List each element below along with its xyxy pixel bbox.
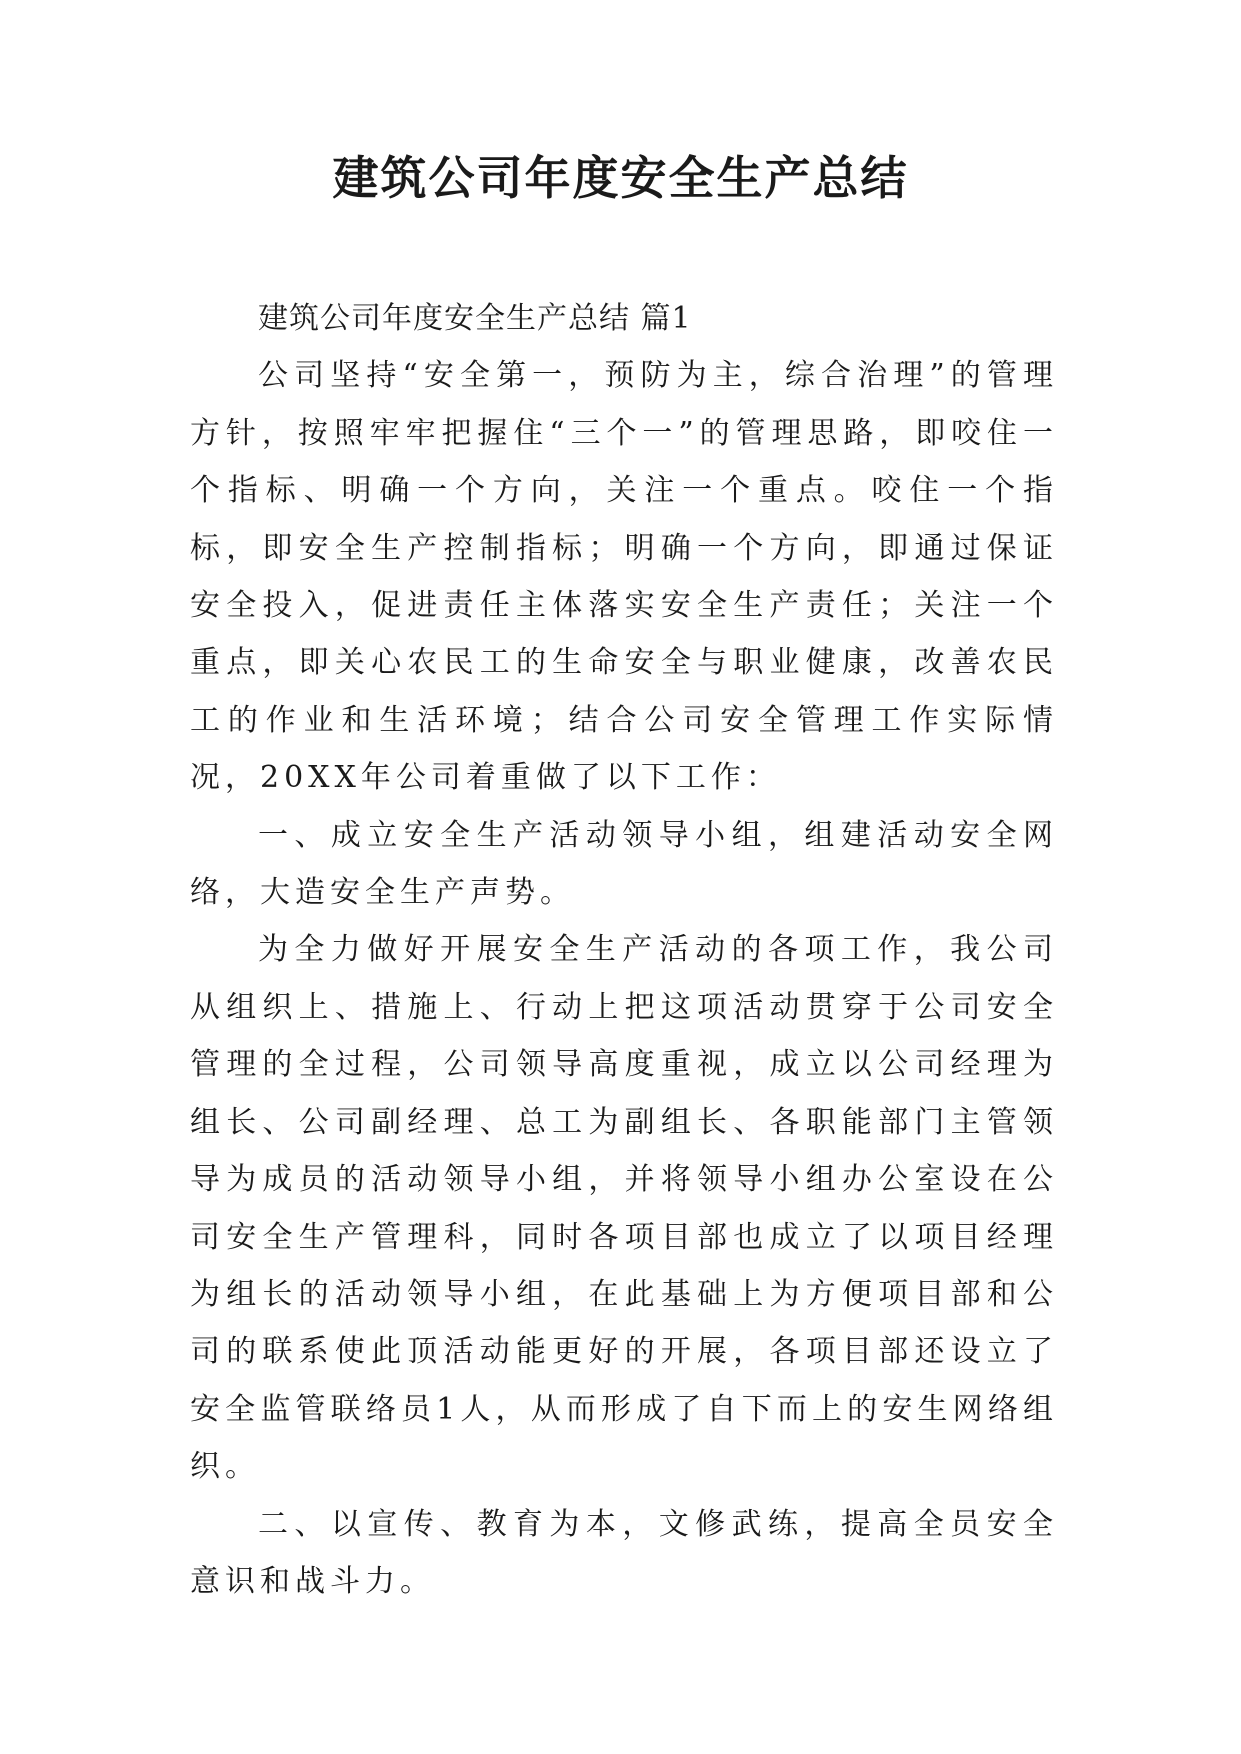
document-body	[190, 290, 1058, 1610]
paragraph-section-one: 为全力做好开展安全生产活动的各项工作，我公司从组织上、措施上、行动上把这项活动贯穿于公司安全管理的全过程，公司领导高度重视，成立以公司经理为组长、公司副经理、总工为副组长、各职能部门主管领导为成员的活动领导小组，并将领导小组办公室设在公司安全生产管理科，同时各项目部也成立了以项目经理为组长的活动领导小组，在此基础上为方便项目部和公司的联系使此顶活动能更好的开展，各项目部还设立了安全监管联络员1人，从而形成了自下而上的安生网络组织。	[190, 932, 1058, 1485]
paragraph-heading-one: 一、成立安全生产活动领导小组，组建活动安全网络，大造安全生产声势。	[190, 817, 1058, 911]
paragraph-heading-two: 二、以宣传、教育为本，文修武练，提高全员安全意识和战斗力。	[190, 1506, 1058, 1599]
section-subtitle: 建筑公司年度安全生产总结 篇1	[258, 301, 692, 336]
paragraph-intro: 公司坚持“安全第一，预防为主，综合治理”的管理方针，按照牢牢把握住“三个一”的管理思路，即咬住一个指标、明确一个方向，关注一个重点。咬住一个指标，即安全生产控制指标；明确一个方向，即通过保证安全投入，促进责任主体落实安全生产责任；关注一个重点，即关心农民工的生命安全与职业健康，改善农民工的作业和生活环境；结合公司安全管理工作实际情况，20XX年公司着重做了以下工作：	[190, 358, 1058, 796]
document-title: 建筑公司年度安全生产总结	[332, 151, 909, 205]
